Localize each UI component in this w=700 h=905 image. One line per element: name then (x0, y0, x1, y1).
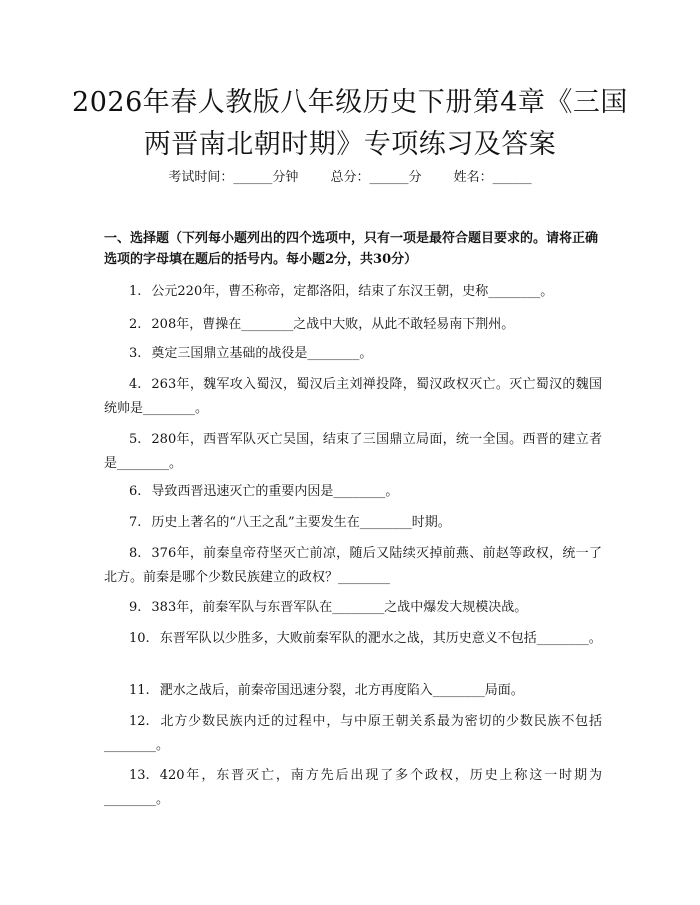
question-text: 历史上著名的“八王之乱”主要发生在________时期。 (151, 515, 451, 530)
question-number: 2. (129, 317, 142, 332)
question-5 (104, 428, 602, 476)
question-13 (104, 764, 602, 812)
question-number: 4. (129, 377, 142, 392)
question-text: 淝水之战后，前秦帝国迅速分裂，北方再度陷入________局面。 (159, 683, 524, 698)
question-text: 东晋军队以少胜多，大败前秦军队的淝水之战，其历史意义不包括________。 (159, 631, 602, 646)
question-number: 13. (129, 768, 150, 783)
question-12 (104, 710, 602, 758)
question-11 (104, 679, 602, 703)
question-number: 7. (129, 515, 142, 530)
question-number: 5. (129, 432, 142, 447)
question-1 (104, 280, 602, 304)
question-text: 263年，魏军攻入蜀汉，蜀汉后主刘禅投降，蜀汉政权灭亡。灭亡蜀汉的魏国统帅是________。 (104, 377, 602, 416)
exam-time-field: 考试时间：______分钟 (168, 170, 299, 185)
question-6 (104, 480, 602, 504)
total-score-field: 总分：______分 (330, 170, 422, 185)
question-9 (104, 596, 602, 620)
question-8 (104, 542, 602, 590)
question-4 (104, 373, 602, 421)
question-text: 383年，前秦军队与东晋军队在________之战中爆发大规模决战。 (151, 600, 528, 615)
question-text: 导致西晋迅速灭亡的重要内因是________。 (151, 484, 399, 499)
question-number: 8. (129, 546, 142, 561)
question-number: 11. (129, 683, 150, 698)
exam-info-line (0, 168, 700, 188)
question-text: 公元220年，曹丕称帝，定都洛阳，结束了东汉王朝，史称________。 (151, 284, 554, 299)
question-10 (104, 627, 602, 651)
document-title: 2026年春人教版八年级历史下册第4章《三国两晋南北朝时期》专项练习及答案 (72, 87, 628, 160)
question-7 (104, 511, 602, 535)
question-number: 6. (129, 484, 142, 499)
section-heading-multiple-choice: 一、选择题（下列每小题列出的四个选项中，只有一项是最符合题目要求的。请将正确选项的字母填在题后的括号内。每小题2分，共30分） (104, 231, 599, 267)
question-number: 1. (129, 284, 142, 299)
question-2 (104, 313, 602, 337)
question-text: 280年，西晋军队灭亡吴国，结束了三国鼎立局面，统一全国。西晋的建立者是________。 (104, 432, 602, 471)
question-number: 3. (129, 346, 142, 361)
question-text: 420年，东晋灭亡，南方先后出现了多个政权，历史上称这一时期为________。 (104, 768, 602, 807)
question-number: 9. (129, 600, 142, 615)
question-number: 10. (129, 631, 150, 646)
student-name-field: 姓名：______ (453, 170, 532, 185)
question-text: 376年，前秦皇帝苻坚灭亡前凉，随后又陆续灭掉前燕、前赵等政权，统一了北方。前秦是哪个少数民族建立的政权？________ (104, 546, 602, 585)
question-text: 奠定三国鼎立基础的战役是________。 (151, 346, 373, 361)
question-text: 北方少数民族内迁的过程中，与中原王朝关系最为密切的少数民族不包括________。 (104, 714, 602, 753)
question-number: 12. (129, 714, 150, 729)
question-3 (104, 342, 602, 366)
question-text: 208年，曹操在________之战中大败，从此不敢轻易南下荆州。 (151, 317, 515, 332)
